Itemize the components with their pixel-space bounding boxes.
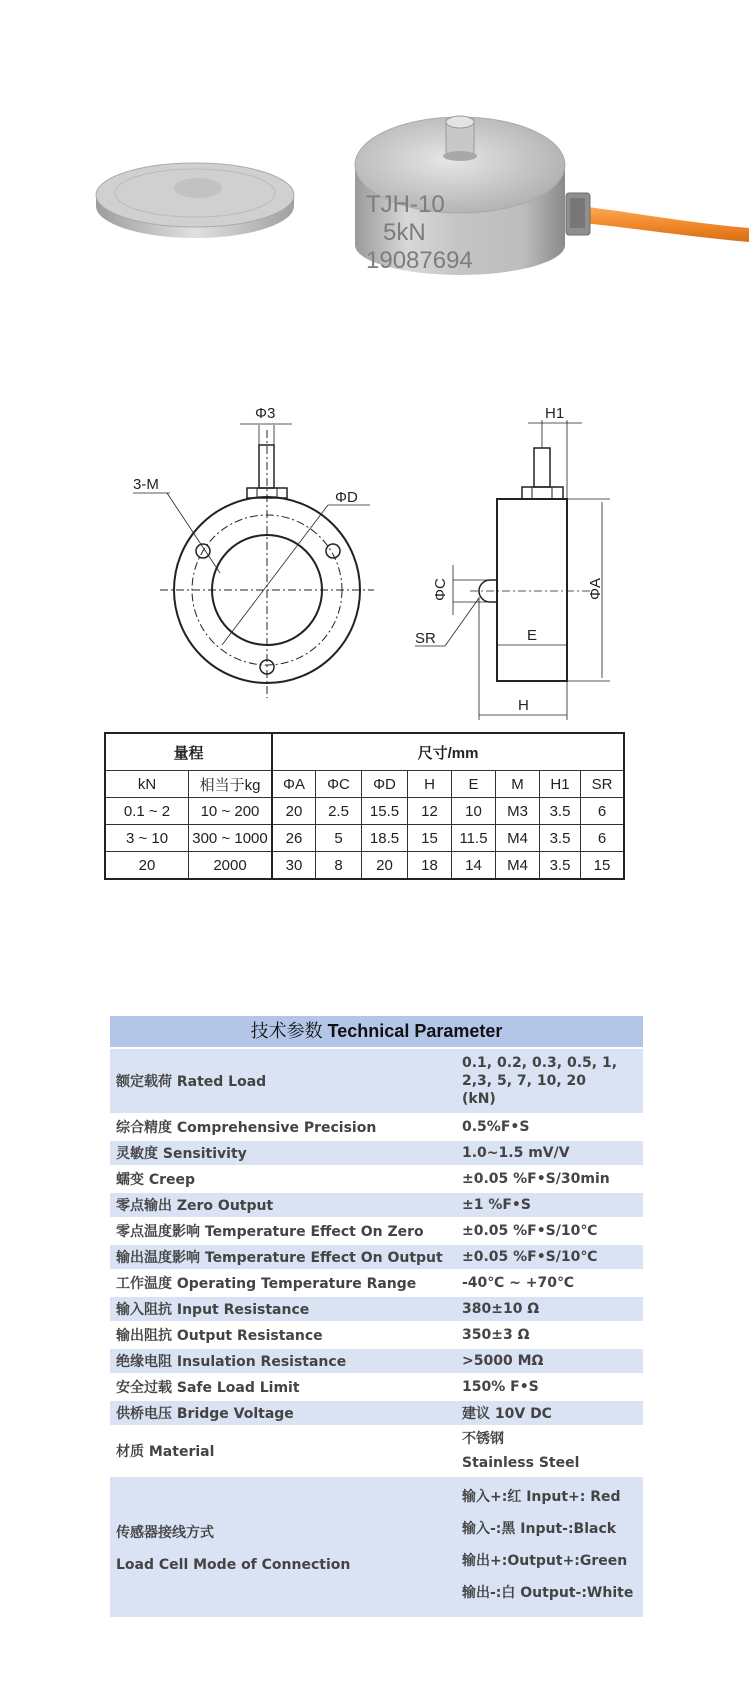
param-key: 供桥电压 Bridge Voltage: [116, 1406, 294, 1422]
param-value: 150% F•S: [462, 1379, 539, 1395]
param-row: [110, 1399, 643, 1425]
cell: 3 ~ 10: [105, 825, 189, 852]
title-cn: 技术参数: [250, 1021, 323, 1041]
param-row-connection: [110, 1475, 643, 1617]
cell: 20: [272, 798, 316, 825]
col-phia: ΦA: [272, 771, 316, 798]
param-key: 额定载荷 Rated Load: [116, 1074, 267, 1090]
param-key: 蠕变 Creep: [116, 1172, 196, 1188]
cell: 30: [272, 852, 316, 880]
cell: 10 ~ 200: [189, 798, 273, 825]
wire-input-minus: 输入-:黑 Input-:Black: [462, 1521, 617, 1537]
key-line: Load Cell Mode of Connection: [116, 1557, 351, 1573]
engraving-model: TJH-10: [366, 191, 445, 218]
wire-output-plus: 输出+:Output+:Green: [462, 1553, 628, 1569]
table-row: [105, 825, 624, 852]
param-value: ±0.05 %F•S/30min: [462, 1171, 610, 1187]
coin: [96, 163, 294, 238]
col-e: E: [452, 771, 496, 798]
param-key: [110, 1477, 458, 1581]
param-key: 输出阻抗 Output Resistance: [116, 1328, 323, 1344]
param-key: 综合精度 Comprehensive Precision: [116, 1120, 377, 1136]
value-line: 不锈钢: [462, 1431, 504, 1447]
col-phic: ΦC: [316, 771, 362, 798]
value-line: 0.1, 0.2, 0.3, 0.5, 1,: [462, 1055, 618, 1071]
col-phid: ΦD: [362, 771, 408, 798]
cell: 15.5: [362, 798, 408, 825]
param-value: -40℃ ~ +70℃: [462, 1275, 574, 1291]
cell: 20: [105, 852, 189, 880]
col-h1: H1: [540, 771, 581, 798]
value-line: (kN): [462, 1091, 496, 1107]
param-row: [110, 1191, 643, 1217]
param-key: 工作温度 Operating Temperature Range: [116, 1276, 417, 1292]
engraving-capacity: 5kN: [383, 219, 426, 246]
orange-cable: [570, 205, 749, 242]
param-value: 0.5%F•S: [462, 1119, 530, 1135]
param-key: 零点温度影响 Temperature Effect On Zero: [116, 1224, 424, 1240]
table-row: [105, 852, 624, 880]
param-row: [110, 1243, 643, 1269]
param-row: [110, 1113, 643, 1139]
front-view: [133, 424, 374, 698]
cell: 3.5: [540, 825, 581, 852]
param-row-material: [110, 1425, 643, 1475]
label-sr: SR: [415, 630, 436, 647]
param-value: ±0.05 %F•S/10℃: [462, 1249, 598, 1265]
param-value: 1.0~1.5 mV/V: [462, 1145, 570, 1161]
cell: 12: [408, 798, 452, 825]
label-e: E: [527, 627, 538, 644]
cell: 300 ~ 1000: [189, 825, 273, 852]
param-key: 绝缘电阻 Insulation Resistance: [116, 1354, 347, 1370]
dimension-table-group-header: [105, 733, 624, 771]
cell: 15: [408, 825, 452, 852]
param-key: 输入阻抗 Input Resistance: [116, 1302, 310, 1318]
col-h: H: [408, 771, 452, 798]
cell: 8: [316, 852, 362, 880]
param-row: [110, 1139, 643, 1165]
cell: 2.5: [316, 798, 362, 825]
param-row: [110, 1217, 643, 1243]
param-row: [110, 1269, 643, 1295]
param-row: [110, 1295, 643, 1321]
product-photo: [0, 0, 749, 320]
value-line: 2,3, 5, 7, 10, 20: [462, 1073, 587, 1089]
param-value: >5000 MΩ: [462, 1353, 544, 1369]
cell: 10: [452, 798, 496, 825]
dimension-table: [104, 732, 625, 880]
col-m: M: [496, 771, 540, 798]
cell: 20: [362, 852, 408, 880]
label-phic: ΦC: [432, 578, 449, 601]
label-phia: ΦA: [587, 578, 604, 600]
cell: 18: [408, 852, 452, 880]
cell: 3.5: [540, 798, 581, 825]
param-value: [458, 1427, 643, 1475]
param-row: [110, 1373, 643, 1399]
col-sr: SR: [581, 771, 625, 798]
param-value: [458, 1477, 643, 1609]
engraving-serial: 19087694: [366, 247, 473, 274]
param-row: [110, 1347, 643, 1373]
cell: M3: [496, 798, 540, 825]
wire-input-plus: 输入+:红 Input+: Red: [462, 1489, 621, 1505]
value-line: Stainless Steel: [462, 1455, 580, 1471]
label-phid: ΦD: [335, 489, 358, 506]
param-key: 输出温度影响 Temperature Effect On Output: [116, 1250, 443, 1266]
param-row: [110, 1321, 643, 1347]
cell: 14: [452, 852, 496, 880]
cell: M4: [496, 852, 540, 880]
table-row: [105, 798, 624, 825]
col-kg: 相当于kg: [189, 771, 273, 798]
param-key: 材质 Material: [116, 1444, 215, 1460]
cell: M4: [496, 825, 540, 852]
cell: 15: [581, 852, 625, 880]
key-line: 传感器接线方式: [116, 1525, 214, 1541]
technical-drawing: [0, 380, 749, 720]
param-value: 380±10 Ω: [462, 1301, 540, 1317]
cell: 3.5: [540, 852, 581, 880]
param-value: [458, 1054, 643, 1108]
param-value: 350±3 Ω: [462, 1327, 530, 1343]
header-size: 尺寸/mm: [272, 733, 624, 771]
param-key: 安全过载 Safe Load Limit: [116, 1380, 300, 1396]
label-3m: 3-M: [133, 476, 159, 493]
param-row-rated-load: [110, 1047, 643, 1113]
label-h: H: [518, 697, 529, 714]
param-key: 零点输出 Zero Output: [116, 1198, 274, 1214]
side-view: [415, 420, 610, 720]
header-range: 量程: [105, 733, 272, 771]
param-value: ±1 %F•S: [462, 1197, 531, 1213]
cell: 18.5: [362, 825, 408, 852]
title-en: Technical Parameter: [327, 1021, 503, 1041]
cell: 11.5: [452, 825, 496, 852]
dimension-table-column-header: [105, 771, 624, 798]
cell: 6: [581, 798, 625, 825]
cell: 0.1 ~ 2: [105, 798, 189, 825]
label-h1: H1: [545, 405, 565, 422]
load-cell-sensor: [355, 116, 590, 275]
cell: 2000: [189, 852, 273, 880]
tech-table-title: [110, 1016, 643, 1047]
wire-output-minus: 输出-:白 Output-:White: [462, 1585, 634, 1601]
cell: 6: [581, 825, 625, 852]
cell: 26: [272, 825, 316, 852]
param-value: 建议 10V DC: [462, 1406, 552, 1422]
label-phi3: Φ3: [255, 405, 276, 422]
param-row: [110, 1165, 643, 1191]
param-key: 灵敏度 Sensitivity: [116, 1146, 247, 1162]
col-kn: kN: [105, 771, 189, 798]
cell: 5: [316, 825, 362, 852]
technical-parameter-table: [110, 1016, 643, 1617]
param-value: ±0.05 %F•S/10℃: [462, 1223, 598, 1239]
